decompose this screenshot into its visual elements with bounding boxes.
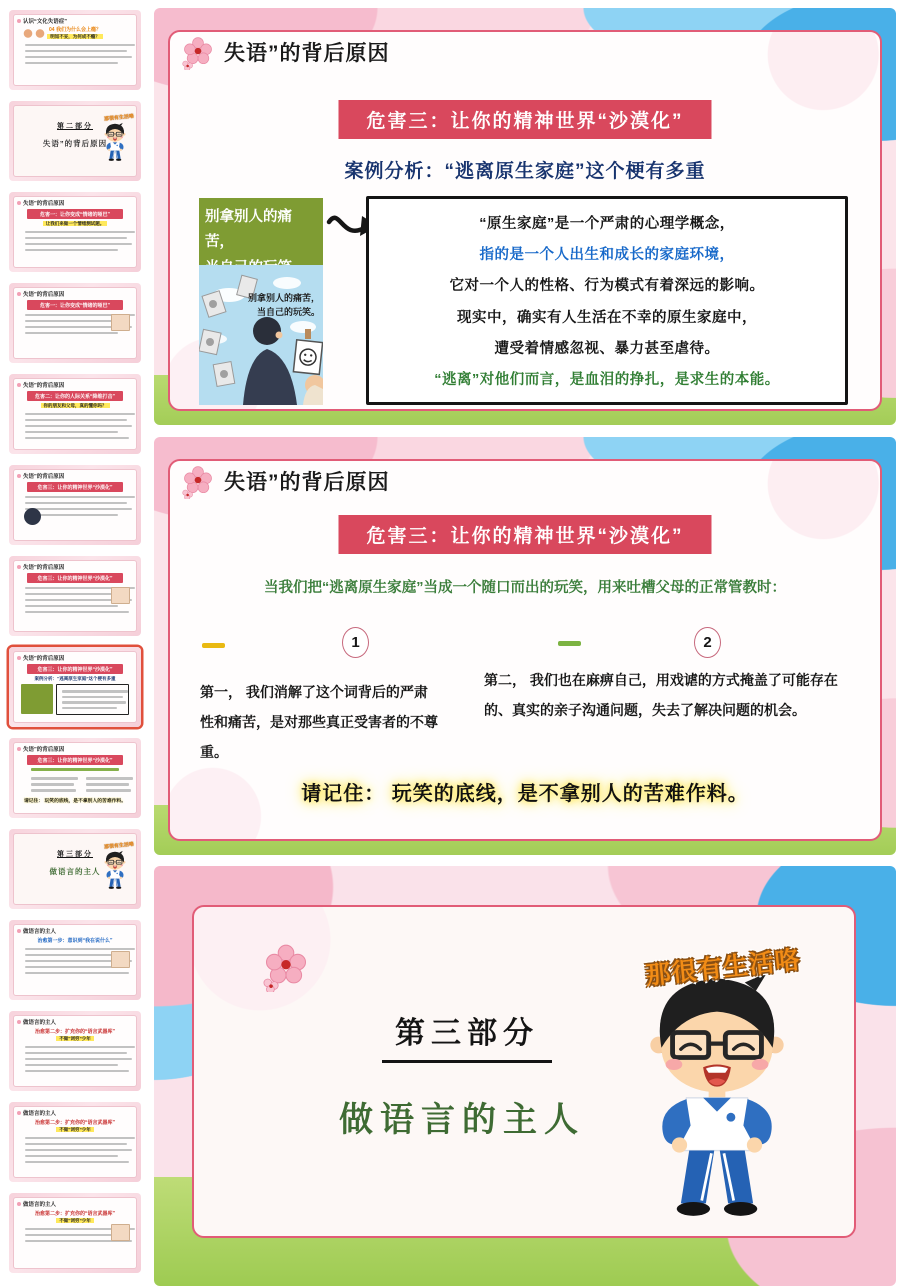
part-title: 做语言的主人 xyxy=(339,1101,585,1139)
text-line-placeholder xyxy=(25,237,127,240)
thumbnail-text-line: 明知不妥，为何成不瘾？ xyxy=(17,34,133,40)
thumbnail-text-line: 危害一：让你变成“情绪的哑巴” xyxy=(27,300,123,310)
text-line-placeholder xyxy=(25,50,127,53)
thumbnail-text-line: 不做“词穷”少年 xyxy=(17,1127,133,1133)
cherry-blossom-icon xyxy=(260,940,312,992)
green-dash-decoration xyxy=(558,641,581,646)
caption-line-1: 别拿别人的痛苦， xyxy=(247,293,320,303)
harm-banner: 危害三：让你的精神世界“沙漠化” xyxy=(338,100,711,139)
slide-thumbnail-1[interactable] xyxy=(9,10,141,90)
thumbnail-image xyxy=(24,508,41,525)
thumbnail-panel xyxy=(13,924,137,996)
thumbnail-header: 认识“文化失语症” xyxy=(17,17,133,25)
thumbnail-header: 失语”的背后原因 xyxy=(17,745,133,753)
slide-10-part3-section xyxy=(154,866,896,1286)
slide-header xyxy=(180,34,390,70)
cherry-blossom-icon xyxy=(180,34,216,70)
thumbnail-part-title: 做语言的主人 xyxy=(49,867,101,876)
thumbnail-text-line: 危害三：让你的精神世界“沙漠化” xyxy=(27,482,123,492)
thumbnail-column xyxy=(23,774,72,796)
text-line-placeholder xyxy=(86,777,133,780)
text-line-placeholder xyxy=(25,243,132,246)
text-line-placeholder xyxy=(25,1137,135,1140)
harm-banner: 危害三：让你的精神世界“沙漠化” xyxy=(338,515,711,554)
caption-line-2: 当自己的玩笑。 xyxy=(256,307,320,318)
thumbnail-column xyxy=(78,774,127,796)
text-line-placeholder xyxy=(25,231,135,234)
thumbnail-text-line: 治愈第二步：扩充你的“语言武器库” xyxy=(34,1120,115,1126)
text-line-placeholder xyxy=(25,62,118,65)
thumbnail-boy-mascot xyxy=(102,850,128,890)
thumbnail-list xyxy=(0,0,150,1273)
thumbnail-text-line: 危害三：让你的精神世界“沙漠化” xyxy=(27,664,123,674)
slide-thumbnail-14[interactable] xyxy=(9,1193,141,1273)
thumbnail-text-line: 让我们来做一个情绪测试题。 xyxy=(17,221,133,227)
yellow-dash-decoration xyxy=(202,643,225,648)
thumbnail-header: 失语”的背后原因 xyxy=(17,381,133,389)
thumbnail-header: 失语”的背后原因 xyxy=(17,654,133,662)
thumbnail-header: 失语”的背后原因 xyxy=(17,199,133,207)
thumbnail-text-line: 危害三：让你的精神世界“沙漠化” xyxy=(27,573,123,583)
slide-title: 失语”的背后原因 xyxy=(224,471,390,494)
thumbnail-panel xyxy=(13,196,137,268)
text-line-placeholder xyxy=(25,1143,127,1146)
thumbnail-header: 失语”的背后原因 xyxy=(17,563,133,571)
slide-thumbnail-3[interactable] xyxy=(9,192,141,272)
thumbnail-text-line: 案例分析：“逃离原生家庭”这个梗有多重 xyxy=(34,676,116,681)
thumbnail-text-line: 治愈第二步：扩充你的“语言武器库” xyxy=(34,1029,115,1035)
thumbnail-image xyxy=(111,951,130,968)
text-line-placeholder xyxy=(25,605,118,608)
conclusion-body: 玩笑的底线，是不拿别人的苦难作料。 xyxy=(385,783,749,805)
thumbnail-header: 做语言的主人 xyxy=(17,1018,133,1026)
text-line-placeholder xyxy=(25,425,132,428)
thumbnail-header: 做语言的主人 xyxy=(17,1109,133,1117)
text-line-placeholder xyxy=(25,948,135,951)
thumbnail-case-layout xyxy=(21,684,129,715)
text-line-placeholder xyxy=(25,44,135,47)
conclusion-label: 请记住： xyxy=(301,783,386,805)
text-line-placeholder xyxy=(25,1161,129,1164)
thumbnail-green-box xyxy=(21,684,53,714)
text-line-placeholder xyxy=(25,1052,127,1055)
text-line-placeholder xyxy=(25,502,127,505)
thumbnail-header: 失语”的背后原因 xyxy=(17,472,133,480)
text-line-placeholder xyxy=(86,789,131,792)
thumbnail-text-line: 治愈第一步：意识到“我在说什么” xyxy=(37,938,113,944)
thumbnail-part-label: 第三部分 xyxy=(57,851,93,858)
thumbnail-text-line: 危害一：让你变成“情绪的哑巴” xyxy=(27,209,123,219)
text-line-placeholder xyxy=(25,413,135,416)
text-line-placeholder xyxy=(25,332,118,335)
thumbnail-image xyxy=(22,29,46,38)
thumbnail-panel xyxy=(13,833,137,905)
thumbnail-badge: 那很有生活咯 xyxy=(103,841,135,851)
text-line-placeholder xyxy=(25,1149,132,1152)
thumbnail-conclusion: 请记住： 玩笑的底线，是不拿别人的苦难作料。 xyxy=(23,799,127,804)
slide-thumbnail-6[interactable] xyxy=(9,465,141,545)
text-line-placeholder xyxy=(62,701,125,704)
slide-thumbnail-4[interactable] xyxy=(9,283,141,363)
text-line-placeholder xyxy=(25,249,118,252)
text-line-placeholder xyxy=(25,508,132,511)
thumbnail-intro-line xyxy=(31,768,119,771)
text-line-placeholder xyxy=(25,1064,118,1067)
info-line: 它对一个人的性格、行为模式有着深远的影响。 xyxy=(449,278,765,295)
slide-thumbnail-sidebar xyxy=(0,0,150,1286)
point-2-text: 第二， 我们也在麻痹自己，用戏谑的方式掩盖了可能存在的、真实的亲子沟通问题，失去了解决问题的机会。 xyxy=(484,672,838,719)
illustration-graphic xyxy=(199,265,323,405)
point-1-text: 第一， 我们消解了这个词背后的严肃性和痛苦，是对那些真正受害者的不尊重。 xyxy=(200,684,438,761)
thumbnail-text-line: 不做“词穷”少年 xyxy=(17,1218,133,1224)
text-line-placeholder xyxy=(62,696,122,699)
thumbnail-text-line: 你的朋友和父母，真的懂你吗？ xyxy=(17,403,133,409)
thumbnail-text-line: 治愈第二步：扩充你的“语言武器库” xyxy=(34,1211,115,1217)
thumbnail-panel xyxy=(13,1106,137,1178)
info-line: 现实中，确实有人生活在不幸的原生家庭中， xyxy=(457,309,757,326)
thumbnail-panel xyxy=(13,1015,137,1087)
text-line-placeholder xyxy=(25,1070,129,1073)
thumbnail-boy-mascot xyxy=(102,122,128,162)
info-line: 指的是一个人出生和成长的家庭环境， xyxy=(479,247,735,264)
slide-thumbnail-13[interactable] xyxy=(9,1102,141,1182)
thumbnail-panel xyxy=(13,105,137,177)
illustration-caption xyxy=(248,291,320,320)
cartoon-boy-mascot xyxy=(632,970,802,1220)
slide-header xyxy=(180,463,390,499)
thumbnail-panel xyxy=(13,469,137,541)
thumbnail-panel xyxy=(13,287,137,359)
quote-line-1: 别拿别人的痛苦， xyxy=(205,209,292,251)
thumbnail-header: 做语言的主人 xyxy=(17,1200,133,1208)
slide-thumbnail-10[interactable] xyxy=(9,829,141,909)
part-label: 第三部分 xyxy=(382,1008,552,1063)
thumbnail-panel xyxy=(13,1197,137,1269)
thumbnail-panel xyxy=(13,378,137,450)
crying-painter-illustration xyxy=(199,265,323,405)
slide-title: 失语”的背后原因 xyxy=(224,42,390,65)
text-line-placeholder xyxy=(31,783,74,786)
origin-family-info-box xyxy=(366,196,848,405)
text-line-placeholder xyxy=(25,1046,135,1049)
slide-thumbnail-12[interactable] xyxy=(9,1011,141,1091)
slide-thumbnail-11[interactable] xyxy=(9,920,141,1000)
thumbnail-panel xyxy=(13,14,137,86)
thumbnail-header: 做语言的主人 xyxy=(17,927,133,935)
text-line-placeholder xyxy=(25,419,127,422)
text-line-placeholder xyxy=(25,437,129,440)
thumbnail-panel xyxy=(13,651,137,723)
thumbnail-image xyxy=(111,587,130,604)
slide-thumbnail-5[interactable] xyxy=(9,374,141,454)
text-line-placeholder xyxy=(25,56,132,59)
text-line-placeholder xyxy=(25,496,135,499)
thumbnail-part-label: 第二部分 xyxy=(57,123,93,130)
point-number-2: 2 xyxy=(694,627,721,658)
point-number-1: 1 xyxy=(342,627,369,658)
slide-thumbnail-9[interactable] xyxy=(9,738,141,818)
text-line-placeholder xyxy=(25,972,129,975)
thumbnail-text-line: 不做“词穷”少年 xyxy=(17,1036,133,1042)
text-line-placeholder xyxy=(25,1058,132,1061)
info-line: 遭受着情感忽视、暴力甚至虐待。 xyxy=(494,340,720,357)
text-line-placeholder xyxy=(25,1155,118,1158)
thumbnail-panel xyxy=(13,560,137,632)
thumbnail-two-columns xyxy=(23,774,127,796)
intro-text: 当我们把“逃离原生家庭”当成一个随口而出的玩笑，用来吐槽父母的正常管教时： xyxy=(264,580,786,596)
text-line-placeholder xyxy=(25,966,118,969)
speech-badge: 那很有生活咯 xyxy=(644,945,803,991)
text-line-placeholder xyxy=(31,789,76,792)
text-line-placeholder xyxy=(31,777,78,780)
slide-9-harm3-two-points xyxy=(154,437,896,855)
case-subtitle: 案例分析：“逃离原生家庭”这个梗有多重 xyxy=(344,161,706,182)
slide-8-harm3-case-analysis xyxy=(154,8,896,425)
info-line: “原生家庭”是一个严肃的心理学概念， xyxy=(479,216,735,233)
text-line-placeholder xyxy=(86,783,129,786)
thumbnail-part-title: 失语”的背后原因 xyxy=(42,139,108,148)
thumbnail-info-box xyxy=(56,684,129,715)
text-line-placeholder xyxy=(25,431,118,434)
thumbnail-text-line: 危害三：让你的精神世界“沙漠化” xyxy=(27,755,123,765)
thumbnail-image xyxy=(111,1224,130,1241)
slide-thumbnail-8[interactable] xyxy=(9,647,141,727)
slides-scroll-area[interactable] xyxy=(150,0,900,1286)
text-line-placeholder xyxy=(62,690,127,693)
slide-thumbnail-2[interactable] xyxy=(9,101,141,181)
thumbnail-header: 失语”的背后原因 xyxy=(17,290,133,298)
slide-thumbnail-7[interactable] xyxy=(9,556,141,636)
cherry-blossom-icon xyxy=(180,463,216,499)
info-line: “逃离”对他们而言，是血泪的挣扎，是求生的本能。 xyxy=(434,371,780,388)
text-line-placeholder xyxy=(25,611,129,614)
thumbnail-image xyxy=(111,314,130,331)
thumbnail-badge: 那很有生活咯 xyxy=(103,113,135,123)
text-line-placeholder xyxy=(62,707,117,710)
thumbnail-text-line: 04 我们为什么会上瘾？ xyxy=(49,27,101,33)
thumbnail-panel xyxy=(13,742,137,814)
conclusion-text xyxy=(154,777,896,806)
thumbnail-text-line: 危害二：让你的人际关系“降维打击” xyxy=(27,391,123,401)
